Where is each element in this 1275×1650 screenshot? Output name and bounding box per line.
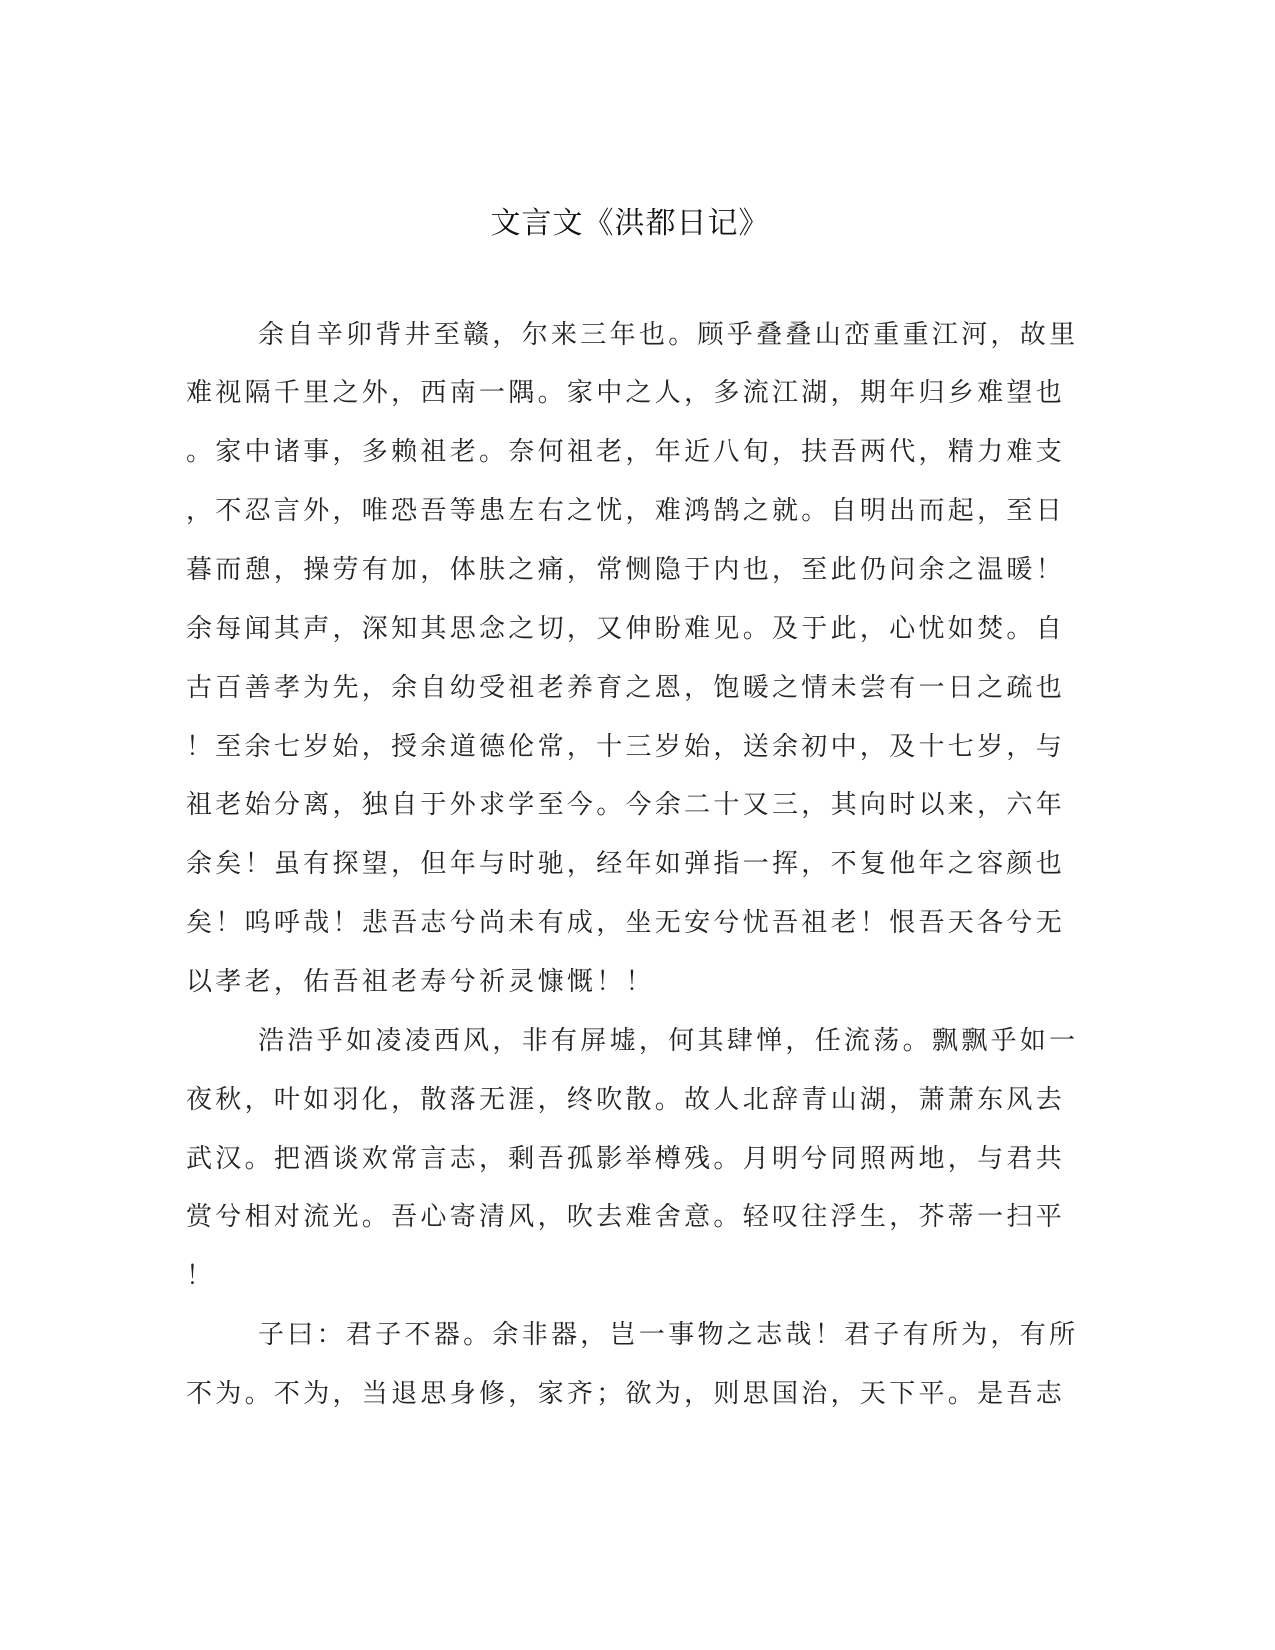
text-line: 不为。不为，当退思身修，家齐；欲为，则思国治，天下平。是吾志 <box>186 1379 1066 1409</box>
text-line: 余自辛卯背井至赣，尔来三年也。顾乎叠叠山峦重重江河，故里 <box>258 320 1079 350</box>
text-line: 余矣！虽有探望，但年与时驰，经年如弹指一挥，不复他年之容颜也 <box>186 849 1066 879</box>
text-line: 暮而憩，操劳有加，体肤之痛，常恻隐于内也，至此仍问余之温暖！ <box>186 555 1066 585</box>
text-line: 祖老始分离，独自于外求学至今。今余二十又三，其向时以来，六年 <box>186 790 1066 820</box>
text-line: 余每闻其声，深知其思念之切，又伸盼难见。及于此，心忧如焚。自 <box>186 614 1066 644</box>
text-line: ！至余七岁始，授余道德伦常，十三岁始，送余初中，及十七岁，与 <box>186 732 1066 762</box>
text-line: 以孝老，佑吾祖老寿兮祈灵慷慨！！ <box>186 967 655 997</box>
text-line: 赏兮相对流光。吾心寄清风，吹去难舍意。轻叹往浮生，芥蒂一扫平 <box>186 1202 1066 1232</box>
text-line: 矣！呜呼哉！悲吾志兮尚未有成，坐无安兮忧吾祖老！恨吾天各兮无 <box>186 908 1066 938</box>
text-line: 夜秋，叶如羽化，散落无涯，终吹散。故人北辞青山湖，萧萧东风去 <box>186 1085 1066 1115</box>
text-line: 武汉。把酒谈欢常言志，剩吾孤影举樽残。月明兮同照两地，与君共 <box>186 1144 1066 1174</box>
text-line: 浩浩乎如凌凌西风，非有屏墟，何其肆惮，任流荡。飘飘乎如一 <box>258 1026 1079 1056</box>
text-line: ！ <box>186 1261 216 1291</box>
document-title: 文言文《洪都日记》 <box>490 206 770 241</box>
text-line: 。家中诸事，多赖祖老。奈何祖老，年近八旬，扶吾两代，精力难支 <box>186 437 1066 467</box>
text-line: 古百善孝为先，余自幼受祖老养育之恩，饱暖之情未尝有一日之疏也 <box>186 673 1066 703</box>
text-line: ，不忍言外，唯恐吾等患左右之忧，难鸿鹄之就。自明出而起，至日 <box>186 496 1066 526</box>
text-line: 子曰：君子不器。余非器，岂一事物之志哉！君子有所为，有所 <box>258 1320 1079 1350</box>
text-line: 难视隔千里之外，西南一隅。家中之人，多流江湖，期年归乡难望也 <box>186 378 1066 408</box>
